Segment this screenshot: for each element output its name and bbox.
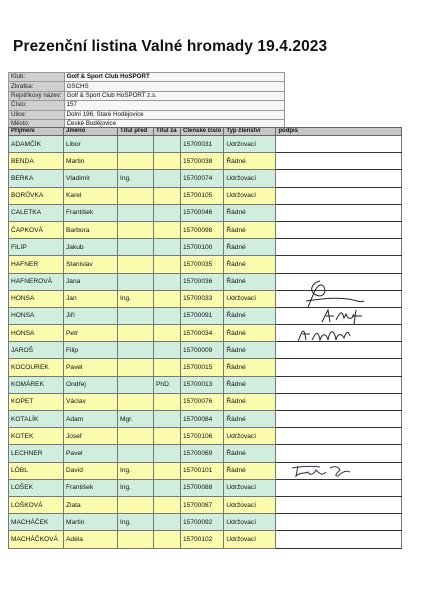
cell-title-before [118,359,154,376]
table-row [9,393,402,410]
table-row [9,221,402,238]
cell-title-before [118,256,154,273]
cell-firstname: František [64,204,118,221]
info-row [9,101,285,110]
cell-surname: HAFNER [9,256,64,273]
info-value: Golf & Sport Club HoSPORT [64,73,284,82]
signature-cell[interactable] [276,445,402,462]
cell-member-number: 15700076 [181,393,224,410]
cell-membership-type: Řádné [224,307,276,324]
cell-title-before [118,221,154,238]
cell-title-after [154,221,181,238]
cell-title-after [154,359,181,376]
cell-title-before [118,393,154,410]
info-label: Zkratka: [9,82,65,91]
signature-cell[interactable] [276,187,402,204]
cell-firstname: Jakub [64,239,118,256]
cell-membership-type: Udržovací [224,496,276,513]
cell-membership-type: Řádné [224,273,276,290]
table-row [9,531,402,548]
cell-firstname: Ondřej [64,376,118,393]
signature-cell[interactable] [276,393,402,410]
cell-title-after [154,411,181,428]
signature-cell[interactable] [276,256,402,273]
cell-membership-type: Řádné [224,376,276,393]
signature-cell[interactable] [276,136,402,153]
cell-firstname: Filip [64,342,118,359]
cell-title-after [154,273,181,290]
cell-membership-type: Řádné [224,256,276,273]
info-row [9,110,285,119]
cell-member-number: 15700046 [181,204,224,221]
cell-membership-type: Řádné [224,411,276,428]
signature-cell[interactable] [276,239,402,256]
signature-cell[interactable] [276,376,402,393]
cell-member-number: 15700074 [181,170,224,187]
cell-surname: MACHÁČEK [9,514,64,531]
cell-firstname: Jana [64,273,118,290]
cell-member-number: 15700101 [181,462,224,479]
cell-title-after [154,393,181,410]
cell-surname: BERKA [9,170,64,187]
cell-member-number: 15700033 [181,290,224,307]
cell-firstname: Josef [64,428,118,445]
cell-surname: ADAMČÍK [9,136,64,153]
col-header-title-before: Titul před [118,128,154,136]
cell-member-number: 15700106 [181,428,224,445]
cell-member-number: 15700088 [181,479,224,496]
info-label: Rejstříkový název: [9,91,65,100]
cell-surname: KOTEK [9,428,64,445]
cell-title-before [118,325,154,342]
cell-title-after [154,239,181,256]
cell-membership-type: Udržovací [224,428,276,445]
cell-membership-type: Udržovací [224,531,276,548]
cell-surname: HONSA [9,307,64,324]
cell-title-after [154,325,181,342]
signature-lobl [290,462,354,480]
cell-title-after [154,256,181,273]
cell-title-after [154,496,181,513]
table-row [9,153,402,170]
cell-firstname: Adam [64,411,118,428]
cell-title-after [154,462,181,479]
cell-firstname: Zlata [64,496,118,513]
cell-firstname: Jan [64,290,118,307]
table-row [9,204,402,221]
cell-title-after [154,307,181,324]
cell-title-before: Ing. [118,170,154,187]
cell-title-before [118,445,154,462]
cell-member-number: 15700015 [181,359,224,376]
cell-membership-type: Udržovací [224,136,276,153]
cell-membership-type: Řádné [224,325,276,342]
cell-firstname: Adéla [64,531,118,548]
cell-surname: KOPET [9,393,64,410]
table-row [9,376,402,393]
cell-membership-type: Řádné [224,239,276,256]
cell-membership-type: Udržovací [224,290,276,307]
col-header-firstname: Jméno [64,128,118,136]
cell-firstname: Petr [64,325,118,342]
cell-title-before [118,273,154,290]
cell-surname: MACHÁČKOVÁ [9,531,64,548]
info-value: Dolní 196, Staré Hodějovice [64,110,284,119]
cell-firstname: Libor [64,136,118,153]
cell-membership-type: Udržovací [224,170,276,187]
cell-title-after [154,479,181,496]
cell-membership-type: Řádné [224,221,276,238]
info-row [9,73,285,82]
cell-membership-type: Řádné [224,153,276,170]
cell-firstname: František [64,479,118,496]
signature-cell[interactable] [276,496,402,513]
page-title: Prezenční listina Valné hromady 19.4.2023 [13,38,328,55]
cell-surname: ČAPKOVÁ [9,221,64,238]
cell-surname: LÖBL [9,462,64,479]
cell-member-number: 15700013 [181,376,224,393]
cell-surname: BORŮVKA [9,187,64,204]
signature-cell[interactable] [276,411,402,428]
club-info-table [8,72,285,129]
table-row [9,514,402,531]
cell-title-after [154,153,181,170]
cell-title-before [118,187,154,204]
cell-membership-type: Udržovací [224,187,276,204]
info-row [9,91,285,100]
col-header-member-number: Členské číslo [181,128,224,136]
cell-surname: KOMÁREK [9,376,64,393]
signature-cell[interactable] [276,514,402,531]
table-row [9,239,402,256]
table-row [9,445,402,462]
cell-member-number: 15700035 [181,256,224,273]
cell-surname: LECHNER [9,445,64,462]
table-row [9,428,402,445]
cell-membership-type: Udržovací [224,479,276,496]
cell-title-before: Ing. [118,290,154,307]
cell-surname: KOCOUREK [9,359,64,376]
signature-cell[interactable] [276,359,402,376]
cell-surname: JAROŠ [9,342,64,359]
cell-member-number: 15700034 [181,325,224,342]
cell-title-after [154,428,181,445]
cell-membership-type: Řádné [224,445,276,462]
cell-title-before [118,496,154,513]
info-label: Klub: [9,73,65,82]
table-row [9,170,402,187]
cell-title-before [118,153,154,170]
info-label: Ulice: [9,110,65,119]
cell-member-number: 15700100 [181,239,224,256]
table-row [9,411,402,428]
cell-member-number: 15700036 [181,273,224,290]
cell-member-number: 15700084 [181,411,224,428]
cell-title-after [154,342,181,359]
cell-title-after [154,514,181,531]
cell-member-number: 15700069 [181,445,224,462]
cell-firstname: Pavel [64,445,118,462]
cell-title-before [118,204,154,221]
signature-cell[interactable] [276,204,402,221]
cell-member-number: 15700009 [181,342,224,359]
cell-title-after [154,531,181,548]
col-header-surname: Příjmení [9,128,64,136]
cell-member-number: 15700098 [181,221,224,238]
cell-firstname: Martin [64,514,118,531]
info-value: GSCHS [64,82,284,91]
cell-title-after [154,290,181,307]
cell-membership-type: Řádné [224,462,276,479]
cell-surname: HAFNEROVÁ [9,273,64,290]
col-header-title-after: Titul za [154,128,181,136]
cell-surname: FILIP [9,239,64,256]
cell-title-before [118,428,154,445]
cell-membership-type: Řádné [224,342,276,359]
signature-cell[interactable] [276,479,402,496]
cell-member-number: 15700087 [181,496,224,513]
table-row [9,479,402,496]
cell-member-number: 15700091 [181,307,224,324]
col-header-membership-type: Typ členství [224,128,276,136]
signature-cell[interactable] [276,153,402,170]
cell-title-before [118,307,154,324]
cell-title-before: Ing. [118,462,154,479]
table-row [9,359,402,376]
table-row [9,187,402,204]
cell-surname: KOTALÍK [9,411,64,428]
cell-firstname: Martin [64,153,118,170]
cell-surname: HONSA [9,325,64,342]
cell-surname: CALETKA [9,204,64,221]
info-row [9,82,285,91]
info-label: Město: [9,119,65,128]
cell-firstname: Pavel [64,359,118,376]
cell-membership-type: Udržovací [224,514,276,531]
table-header-row [9,128,402,136]
cell-title-before [118,239,154,256]
cell-firstname: Stanislav [64,256,118,273]
cell-title-after: PhD. [154,376,181,393]
info-value: Golf & Sport Club HoSPORT z.s. [64,91,284,100]
cell-firstname: Barbora [64,221,118,238]
cell-title-before [118,342,154,359]
cell-title-after [154,170,181,187]
cell-title-before: Ing. [118,514,154,531]
cell-member-number: 15700102 [181,531,224,548]
cell-member-number: 15700092 [181,514,224,531]
cell-firstname: David [64,462,118,479]
signature-honsa-petr [294,322,354,346]
info-label: Číslo: [9,101,65,110]
signature-cell[interactable] [276,221,402,238]
signature-cell[interactable] [276,428,402,445]
cell-title-before: Ing. [118,479,154,496]
info-value: 157 [64,101,284,110]
cell-title-after [154,445,181,462]
cell-title-before: Mgr. [118,411,154,428]
cell-firstname: Jiří [64,307,118,324]
cell-firstname: Karel [64,187,118,204]
cell-member-number: 15700038 [181,153,224,170]
cell-title-after [154,204,181,221]
col-header-signature: podpis [276,128,402,136]
table-row [9,136,402,153]
cell-title-before [118,376,154,393]
signature-cell[interactable] [276,531,402,548]
cell-surname: HONSA [9,290,64,307]
cell-surname: BENDA [9,153,64,170]
cell-firstname: Václav [64,393,118,410]
cell-member-number: 15700031 [181,136,224,153]
cell-surname: LOŠKOVÁ [9,496,64,513]
cell-firstname: Vladimír [64,170,118,187]
cell-title-before [118,136,154,153]
cell-membership-type: Řádné [224,204,276,221]
cell-title-after [154,187,181,204]
info-value: České Budějovice [64,119,284,128]
table-row [9,496,402,513]
cell-title-after [154,136,181,153]
cell-membership-type: Řádné [224,393,276,410]
table-row [9,256,402,273]
cell-surname: LOŠEK [9,479,64,496]
signature-cell[interactable] [276,170,402,187]
cell-membership-type: Řádné [224,359,276,376]
cell-member-number: 15700105 [181,187,224,204]
cell-title-before [118,531,154,548]
